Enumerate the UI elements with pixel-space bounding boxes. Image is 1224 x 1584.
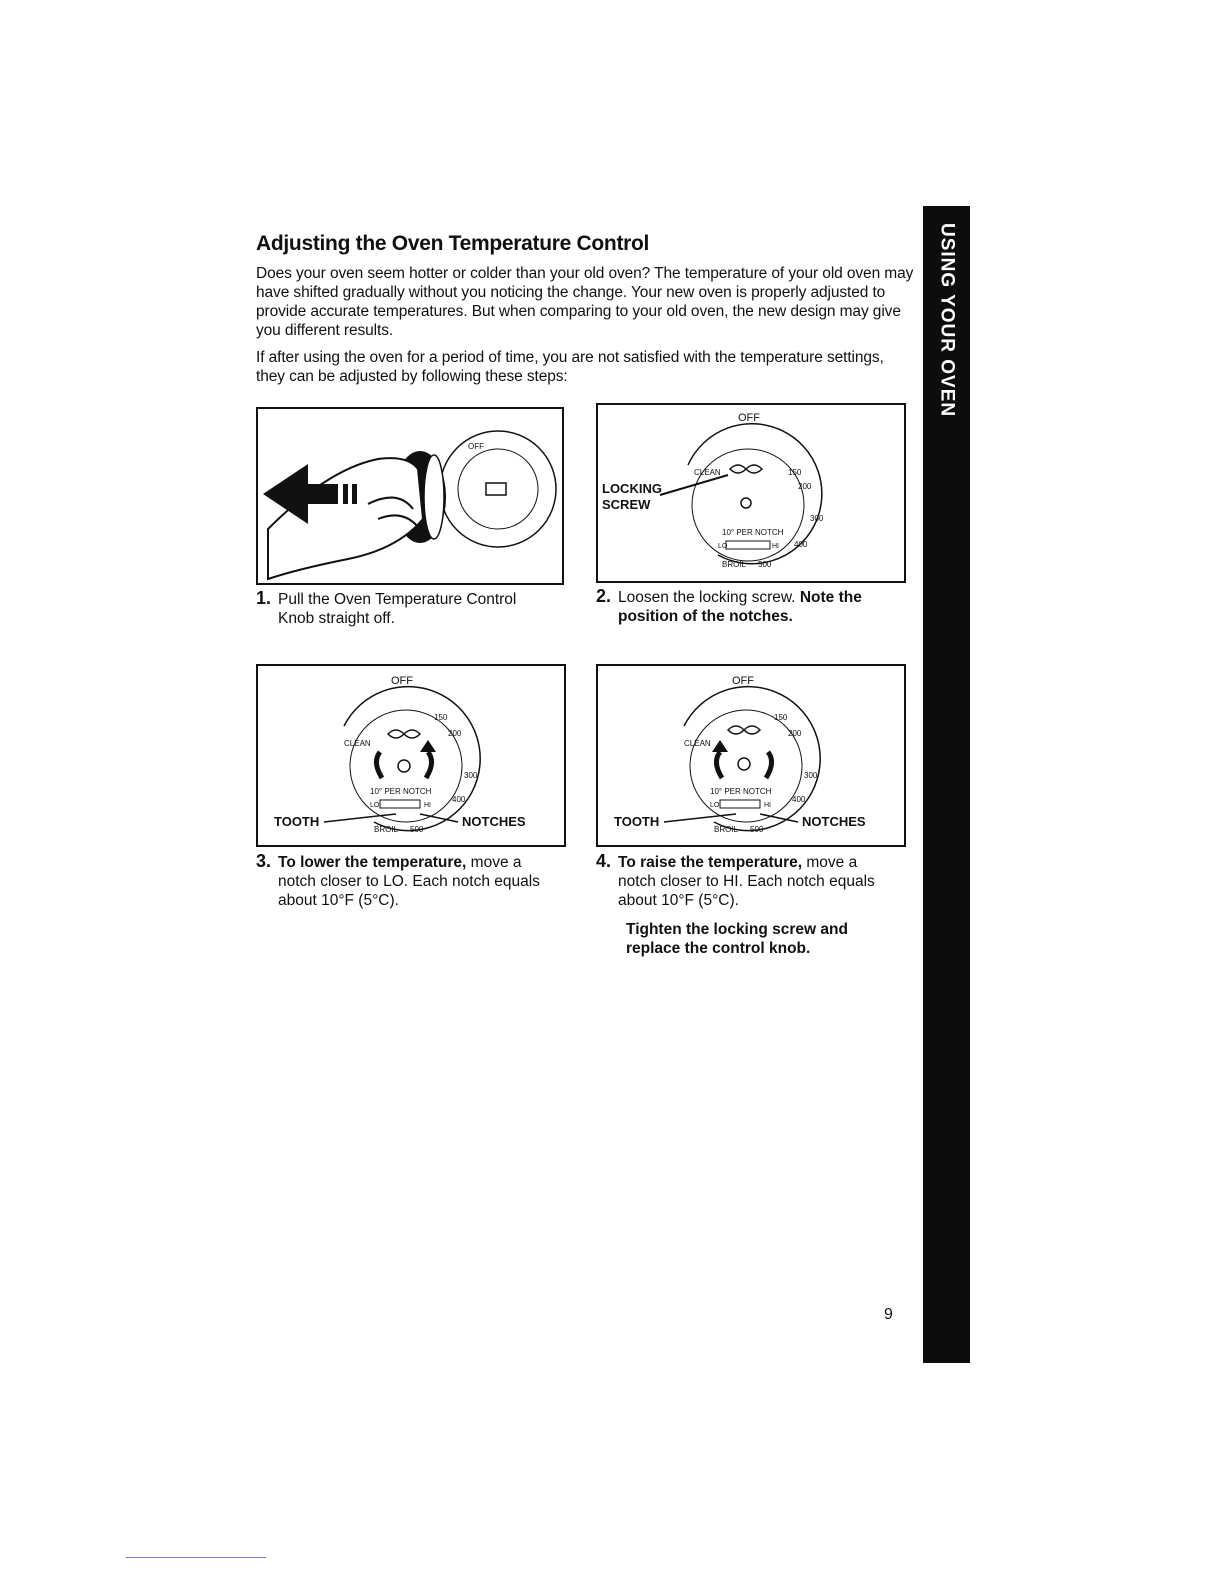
page-title: Adjusting the Oven Temperature Control (256, 232, 650, 255)
section-side-tab-label (923, 220, 970, 420)
step-3-number: 3. (256, 851, 272, 871)
step-4-bold: To raise the temperature, (618, 854, 803, 871)
step-4-number: 4. (596, 851, 612, 871)
fig3-500-label: 500 (410, 825, 424, 834)
fig3-per-notch-label: 10° PER NOTCH (370, 787, 432, 796)
fig4-150-label: 150 (774, 713, 788, 722)
fig3-400-label: 400 (452, 795, 466, 804)
fig3-notches-label: NOTCHES (462, 814, 526, 829)
fig3-200-label: 200 (448, 729, 462, 738)
fig2-200-label: 200 (798, 482, 812, 491)
fig4-300-label: 300 (804, 771, 818, 780)
step-1-text: Pull the Oven Temperature Control Knob straight off. (278, 591, 517, 627)
fig4-broil-label: BROIL (714, 825, 739, 834)
fig3-broil-label: BROIL (374, 825, 399, 834)
fig2-500-label: 500 (758, 560, 772, 569)
locking-screw-diagram (598, 405, 904, 581)
step-1 (256, 590, 556, 628)
fig2-off-label: OFF (738, 412, 760, 424)
fig3-hi-label: HI (424, 802, 431, 809)
figure-locking-screw (596, 403, 906, 583)
figure-raise-temperature (596, 664, 906, 847)
screw-label: SCREW (602, 497, 651, 512)
fig2-clean-label: CLEAN (694, 468, 721, 477)
fig4-clean-label: CLEAN (684, 739, 711, 748)
raise-temperature-diagram (598, 666, 904, 845)
fig1-off-label: OFF (468, 442, 484, 451)
fig3-clean-label: CLEAN (344, 739, 371, 748)
fig4-500-label: 500 (750, 825, 764, 834)
fig2-150-label: 150 (788, 468, 802, 477)
fig4-lo-label: LO (710, 802, 720, 809)
intro-paragraph: Does your oven seem hotter or colder than your old oven? The temperature of your old oven may have shifted gradually without you noticing the change. Your new oven is properly adjusted to provide accurate temperatures. But when comparing to your old oven, the new design may give you different results. (256, 265, 914, 339)
figure-lower-temperature (256, 664, 566, 847)
counterclockwise-arrow-icon (376, 752, 382, 778)
step-3-bold: To lower the temperature, (278, 854, 467, 871)
fig2-per-notch-label: 10° PER NOTCH (722, 528, 784, 537)
footer-rule (126, 1557, 266, 1558)
step-4-note: Tighten the locking screw and replace the control knob. (626, 921, 848, 957)
fig3-tooth-label: TOOTH (274, 814, 320, 829)
intro-paragraph-steps: If after using the oven for a period of time, you are not satisfied with the temperature settings, they can be adjusted by following these steps: (256, 349, 884, 385)
figure-pull-knob (256, 407, 564, 585)
fig2-broil-label: BROIL (722, 560, 747, 569)
fig4-tooth-label: TOOTH (614, 814, 660, 829)
raise-clockwise-arrow-icon (766, 752, 772, 778)
step-1-number: 1. (256, 588, 272, 608)
fig2-lo-label: LO (718, 543, 728, 550)
step-4-text: move a notch closer to HI. Each notch equals about 10°F (5°C). (618, 854, 875, 909)
fig3-300-label: 300 (464, 771, 478, 780)
step-4 (596, 853, 896, 910)
fig2-300-label: 300 (810, 514, 824, 523)
pull-knob-illustration (258, 409, 562, 583)
raise-counterclockwise-arrow-icon (716, 752, 722, 778)
fig4-notches-label: NOTCHES (802, 814, 866, 829)
fig2-400-label: 400 (794, 540, 808, 549)
fig3-150-label: 150 (434, 713, 448, 722)
fig4-400-label: 400 (792, 795, 806, 804)
step-3 (256, 853, 556, 910)
step-3-text: move a notch closer to LO. Each notch equals about 10°F (5°C). (278, 854, 540, 909)
page-number: 9 (884, 1306, 893, 1323)
fig3-off-label: OFF (391, 675, 413, 687)
step-2-bold: Note the position of the notches. (618, 589, 862, 625)
step-2 (596, 588, 896, 626)
fig4-hi-label: HI (764, 802, 771, 809)
step-2-text: Loosen the locking screw. (618, 589, 796, 606)
fig4-per-notch-label: 10° PER NOTCH (710, 787, 772, 796)
fig4-off-label: OFF (732, 675, 754, 687)
lower-temperature-diagram (258, 666, 564, 845)
fig3-lo-label: LO (370, 802, 380, 809)
locking-label: LOCKING (602, 481, 662, 496)
clockwise-arrow-icon (426, 752, 432, 778)
side-tab-text: USING YOUR OVEN (936, 222, 958, 418)
fig2-hi-label: HI (772, 543, 779, 550)
step-2-number: 2. (596, 586, 612, 606)
fig4-200-label: 200 (788, 729, 802, 738)
